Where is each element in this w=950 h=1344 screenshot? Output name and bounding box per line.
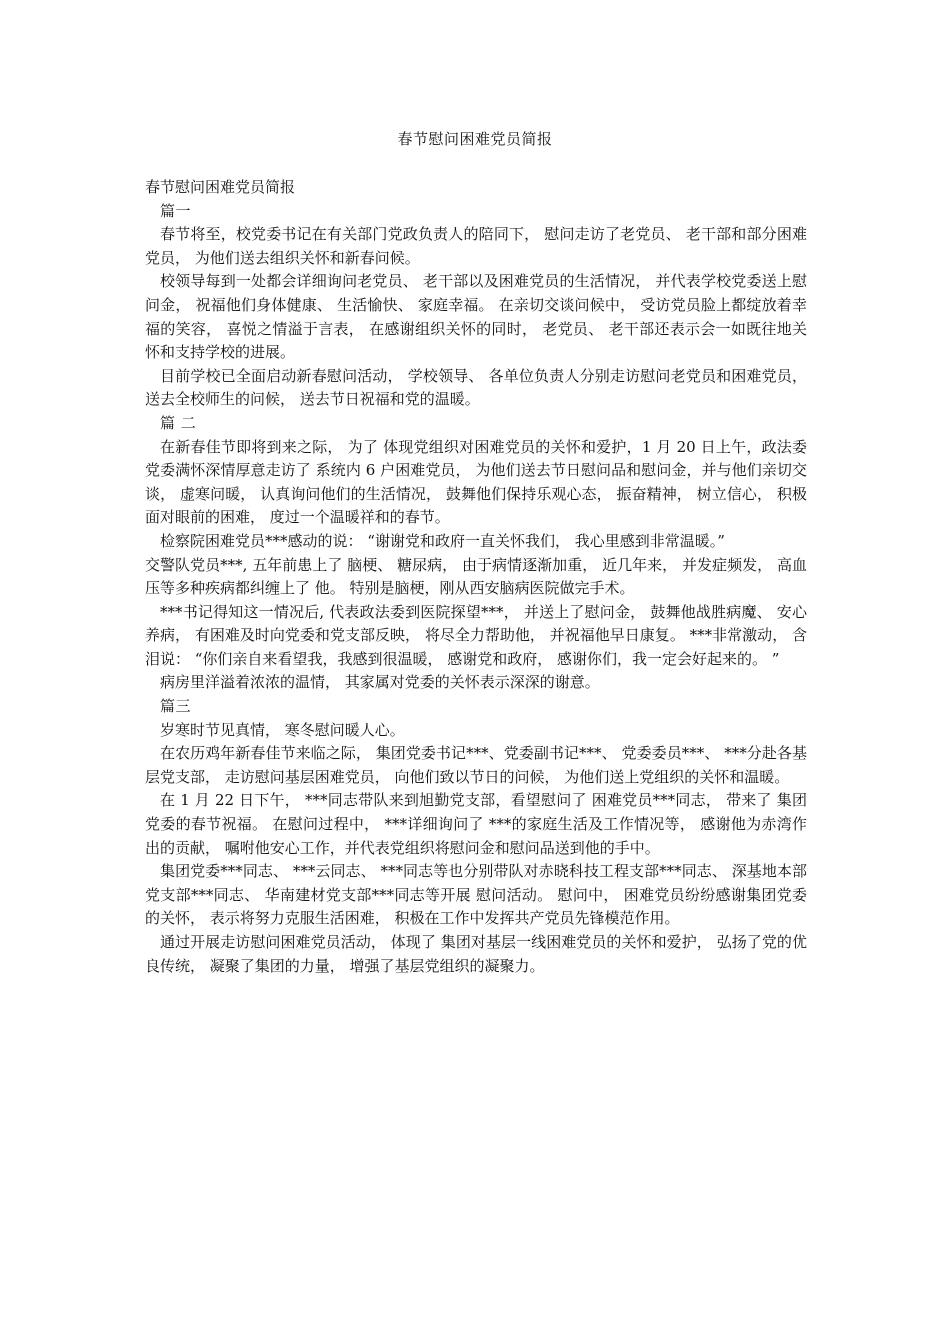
- body-paragraph: ***书记得知这一情况后, 代表政法委到医院探望***， 并送上了慰问金， 鼓舞他战胜病魔、 安心养病， 有困难及时向党委和党支部反映， 将尽全力帮助他， 并祝福他早日康复。 ***非常激动， 含泪说： “你们亲自来看望我，我感到很温暖， 感谢党和政府， 感谢你们，我一定会好起来的。 ”: [145, 602, 807, 668]
- body-paragraph: 岁寒时节见真情， 寒冬慰问暖人心。: [160, 720, 405, 739]
- body-paragraph: 春节将至，校党委书记在有关部门党政负责人的陪同下， 慰问走访了老党员、 老干部和部分困难党员， 为他们送去组织关怀和新春问候。: [145, 225, 807, 267]
- document-title: 春节慰问困难党员简报: [397, 130, 553, 148]
- body-paragraph: 在 1 月 22 日下午， ***同志带队来到旭勤党支部，看望慰问了 困难党员***同志， 带来了 集团党委的春节祝福。 在慰问过程中， ***详细询问了 ***的家庭生活及工作情况等， 感谢他为赤湾作出的贡献， 嘱咐他安心工作，并代表党组织将慰问金和慰问品送到他的手中。: [145, 791, 807, 857]
- body-paragraph: 通过开展走访慰问困难党员活动， 体现了 集团对基层一线困难党员的关怀和爱护， 弘扬了党的优良传统， 凝聚了集团的力量， 增强了基层党组织的凝聚力。: [145, 933, 807, 975]
- section-heading: 篇一: [160, 201, 192, 220]
- body-paragraph: 病房里洋溢着浓浓的温情， 其家属对党委的关怀表示深深的谢意。: [160, 673, 600, 692]
- document-body: [145, 176, 807, 978]
- section-heading: 篇三: [160, 697, 192, 716]
- body-paragraph: 集团党委***同志、 ***云同志、 ***同志等也分别带队对赤晓科技工程支部***同志、 深基地本部党支部***同志、 华南建材党支部***同志等开展 慰问活动。 慰问中， 困难党员纷纷感谢集团党委的关怀， 表示将努力克服生活困难， 积极在工作中发挥共产党员先锋模范作用。: [145, 862, 807, 928]
- body-paragraph: 校领导每到一处都会详细询问老党员、 老干部以及困难党员的生活情况， 并代表学校党委送上慰问金， 祝福他们身体健康、 生活愉快、 家庭幸福。 在亲切交谈问候中， 受访党员脸上都绽放着幸福的笑容， 喜悦之情溢于言表， 在感谢组织关怀的同时， 老党员、 老干部还表示会一如既往地关怀和支持学校的进展。: [145, 272, 807, 362]
- body-paragraph: 在农历鸡年新春佳节来临之际， 集团党委书记***、党委副书记***、 党委委员***、 ***分赴各基层党支部， 走访慰问基层困难党员， 向他们致以节日的问候， 为他们送上党组织的关怀和温暖。: [145, 744, 807, 786]
- body-paragraph: 目前学校已全面启动新春慰问活动， 学校领导、 各单位负责人分别走访慰问老党员和困难党员， 送去全校师生的问候， 送去节日祝福和党的温暖。: [145, 366, 807, 409]
- body-paragraph: 交警队党员***, 五年前患上了 脑梗、 糖尿病， 由于病情逐渐加重， 近几年来， 并发症频发， 高血压等多种疾病都纠缠上了 他。 特别是脑梗，刚从西安脑病医院做完手术。: [145, 555, 807, 598]
- body-paragraph: 春节慰问困难党员简报: [145, 178, 296, 196]
- section-heading: 篇 二: [160, 413, 197, 432]
- body-paragraph: 检察院困难党员***感动的说： “谢谢党和政府一直关怀我们， 我心里感到非常温暖。”: [160, 531, 725, 550]
- body-paragraph: 在新春佳节即将到来之际， 为了 体现党组织对困难党员的关怀和爱护，1 月 20 日上午，政法委党委满怀深情厚意走访了 系统内 6 户困难党员， 为他们送去节日慰问品和慰问金，并与他们亲切交谈， 虚寒问暖， 认真询问他们的生活情况， 鼓舞他们保持乐观心态， 振奋精神， 树立信心， 积极面对眼前的困难， 度过一个温暖祥和的春节。: [145, 437, 807, 527]
